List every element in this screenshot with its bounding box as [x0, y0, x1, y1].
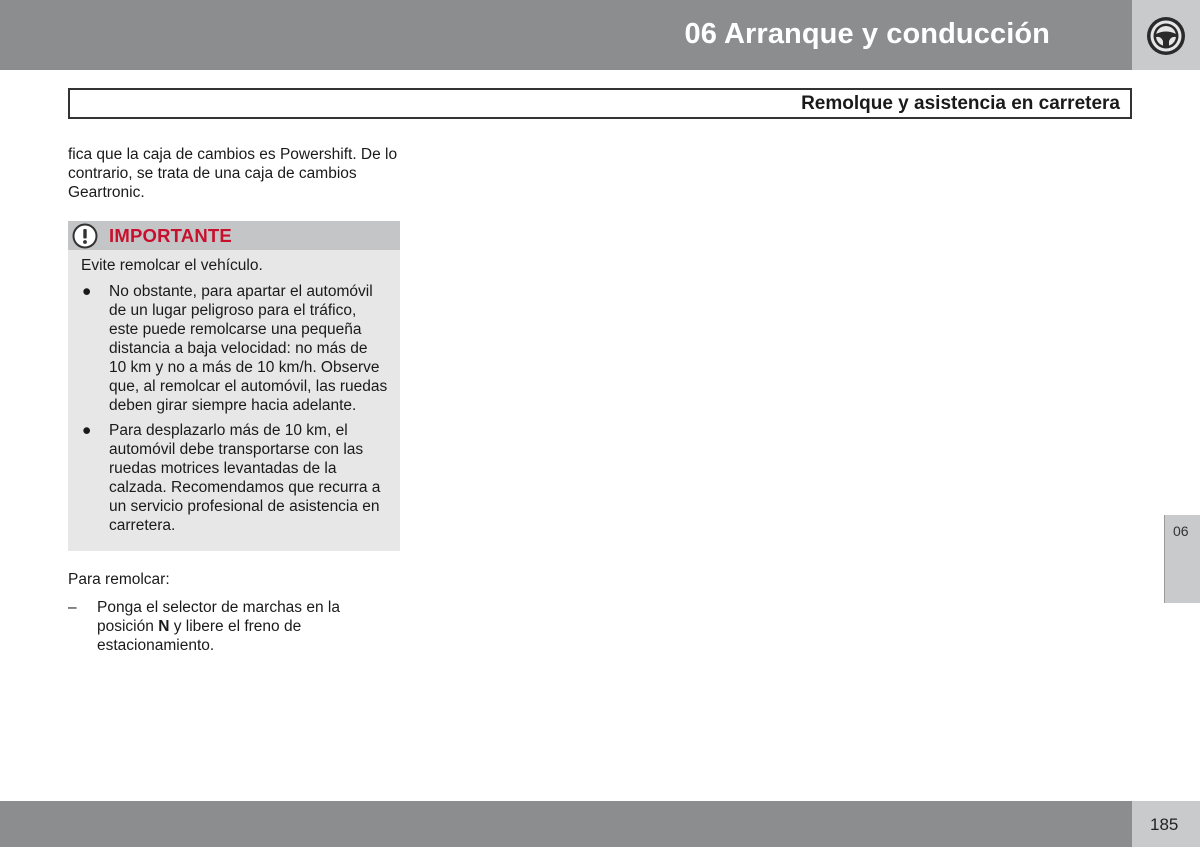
- important-lead: Evite remolcar el vehículo.: [81, 257, 263, 274]
- footer-band: [0, 801, 1132, 847]
- bullet-text: No obstante, para apartar el automóvil de un lugar peligroso para el tráfico, este puede remolcarse una pequeña distancia a baja velocidad: no más de 10 km y no a más de 10 km/h. Observe que, al remolcar el automóvil, las ruedas deben girar siempre hacia adelante.: [109, 283, 388, 414]
- side-tab-label: 06: [1173, 523, 1189, 539]
- step-text-after: y libere el freno de estacionamiento.: [97, 618, 302, 654]
- towing-label: Para remolcar:: [68, 571, 170, 588]
- important-bullets: [81, 282, 388, 535]
- chapter-icon-box: [1132, 0, 1200, 70]
- gear-position: N: [158, 618, 170, 635]
- chapter-side-tab: [1164, 515, 1200, 603]
- page-number: 185: [1150, 815, 1179, 834]
- exclamation-warning-icon: [72, 223, 98, 249]
- step-item: [68, 598, 400, 655]
- step-text-before: Ponga el selector de marchas en la posición: [97, 599, 340, 635]
- bullet-icon: ●: [82, 283, 92, 300]
- header-band: [0, 0, 1132, 70]
- step-marker: –: [68, 599, 77, 616]
- section-header: [68, 88, 1132, 119]
- important-body: [68, 250, 400, 535]
- steering-wheel-icon: [1145, 15, 1187, 57]
- chapter-title: 06 Arranque y conducción: [684, 18, 1050, 50]
- important-title: IMPORTANTE: [109, 225, 232, 246]
- content-column: [68, 145, 400, 655]
- section-title: Remolque y asistencia en carretera: [801, 93, 1120, 114]
- page-number-box: [1132, 801, 1200, 847]
- list-item: [81, 282, 388, 415]
- bullet-icon: ●: [82, 422, 92, 439]
- important-box: [68, 221, 400, 551]
- important-header: [68, 221, 400, 250]
- intro-paragraph: fica que la caja de cambios es Powershift. De lo contrario, se trata de una caja de cambios Geartronic.: [68, 146, 398, 201]
- list-item: [81, 421, 388, 535]
- bullet-text: Para desplazarlo más de 10 km, el automóvil debe transportarse con las ruedas motrices levantadas de la calzada. Recomendamos que recurra a un servicio profesional de asistencia en carretera.: [109, 422, 381, 534]
